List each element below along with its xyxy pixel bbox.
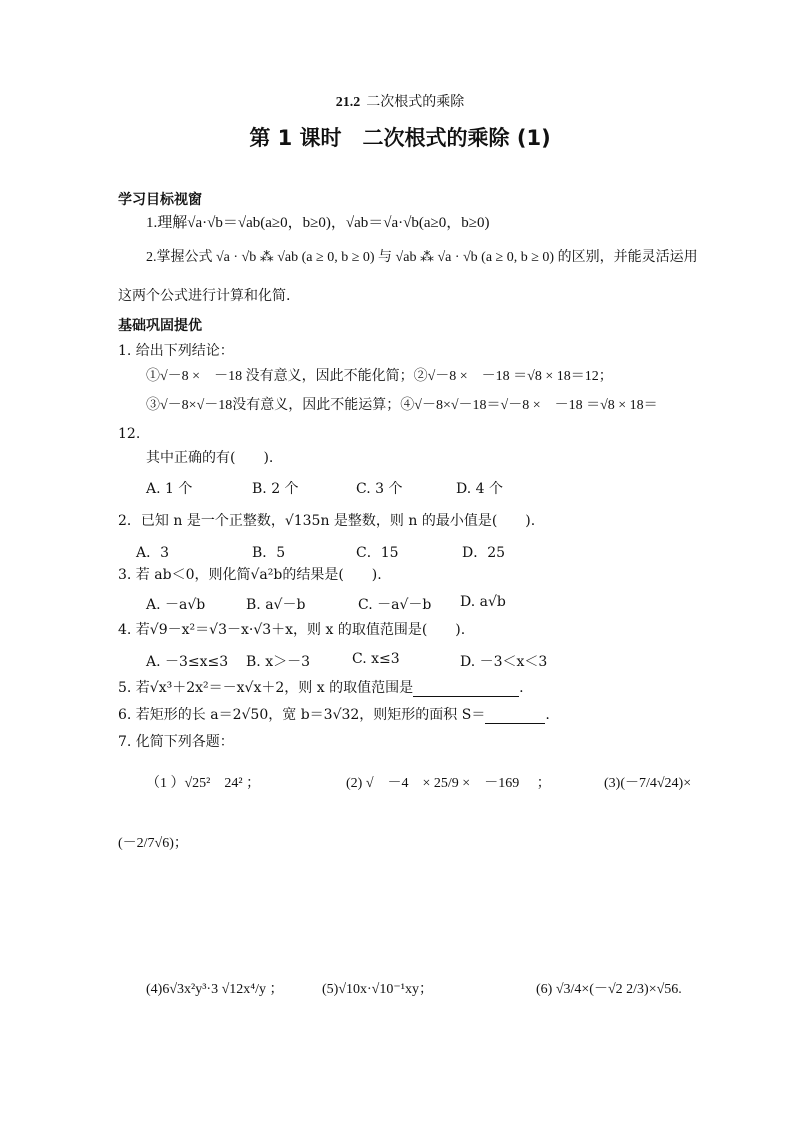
q2-option-c: C．15 (356, 545, 399, 561)
q7-part-6: (6) √3/4×(－√2 2/3)×√56. (536, 982, 682, 997)
lesson-title: 第 1 课时 二次根式的乘除 (1) (249, 126, 551, 150)
question-6: 6. 若矩形的长 a＝2√50，宽 b＝3√32，则矩形的面积 S＝ . (118, 707, 550, 723)
basics-heading: 基础巩固提优 (118, 318, 202, 334)
question-5-answer-blank[interactable] (413, 679, 519, 697)
q1-option-d: D. 4 个 (456, 481, 503, 497)
q2-option-a: A．3 (136, 545, 170, 561)
q7-part-3: (3)(－7/4√24)× (604, 776, 692, 791)
q3-option-d: D. a√b (460, 594, 506, 610)
objective-2: 2.掌握公式 √a · √b ⁂ √ab (a ≥ 0, b ≥ 0) 与 √ab ⁂ √a · √b (a ≥ 0, b ≥ 0) 的区别，并能灵活运用 (146, 250, 698, 265)
q3-option-a: A. －a√b (146, 597, 206, 613)
question-6-answer-blank[interactable] (485, 706, 545, 724)
q4-option-c: C. x≤3 (352, 651, 400, 667)
q2-option-b: B．5 (252, 545, 286, 561)
question-6-stem: 6. 若矩形的长 a＝2√50，宽 b＝3√32，则矩形的面积 S＝ (118, 707, 486, 723)
objective-2-continued: 这两个公式进行计算和化简. (118, 288, 291, 304)
question-7-stem: 7. 化简下列各题： (118, 734, 234, 750)
q4-option-a: A. －3≤x≤3 (146, 654, 229, 670)
question-2-stem: 2．已知 n 是一个正整数，√135n 是整数，则 n 的最小值是( ). (118, 513, 536, 529)
q7-part-5: (5)√10x·√10⁻¹xy； (322, 982, 433, 997)
q3-option-b: B. a√－b (246, 597, 306, 613)
q7-part-4: (4)6√3x²y³·3 √12x⁴/y ； (146, 982, 284, 997)
q7-part-2: (2) √ －4 × 25/9 × －169 ； (346, 776, 551, 791)
objective-1: 1.理解√a·√b＝√ab(a≥0，b≥0)，√ab＝√a·√b(a≥0，b≥0) (146, 215, 490, 231)
question-1-prompt: 其中正确的有( ). (146, 450, 274, 466)
question-5: 5. 若√x³＋2x²＝－x√x＋2，则 x 的取值范围是 . (118, 680, 524, 696)
q1-option-c: C. 3 个 (356, 481, 403, 497)
section-number: 21.2 (335, 95, 361, 110)
q7-part-1: （1 ）√25² 24² ； (146, 776, 261, 791)
question-1-line-2: ③√－8×√－18没有意义，因此不能运算；④√－8×√－18＝√－8 × －18 ＝√8 × 18＝ (146, 398, 658, 413)
q1-option-a: A. 1 个 (146, 481, 193, 497)
question-1-stem: 1. 给出下列结论： (118, 343, 234, 359)
question-1-line-3: 12. (118, 426, 141, 442)
q4-option-b: B. x＞－3 (246, 654, 310, 670)
q4-option-d: D. －3＜x＜3 (460, 654, 548, 670)
question-1-line-1: ①√－8 × －18 没有意义，因此不能化简；②√－8 × －18 ＝√8 × 18＝12； (146, 369, 613, 384)
objectives-heading: 学习目标视窗 (118, 192, 202, 208)
q2-option-d: D．25 (462, 545, 506, 561)
question-3-stem: 3. 若 ab＜0，则化简√a²b的结果是( ). (118, 567, 382, 583)
q7-part-3-continued: (－2/7√6)； (118, 836, 188, 851)
question-4-stem: 4. 若√9－x²＝√3－x·√3＋x，则 x 的取值范围是( ). (118, 622, 466, 638)
question-5-stem: 5. 若√x³＋2x²＝－x√x＋2，则 x 的取值范围是 (118, 680, 414, 696)
q1-option-b: B. 2 个 (252, 481, 299, 497)
section-title: 二次根式的乘除 (366, 94, 465, 110)
section-header (0, 94, 800, 112)
q3-option-c: C. －a√－b (358, 597, 432, 613)
